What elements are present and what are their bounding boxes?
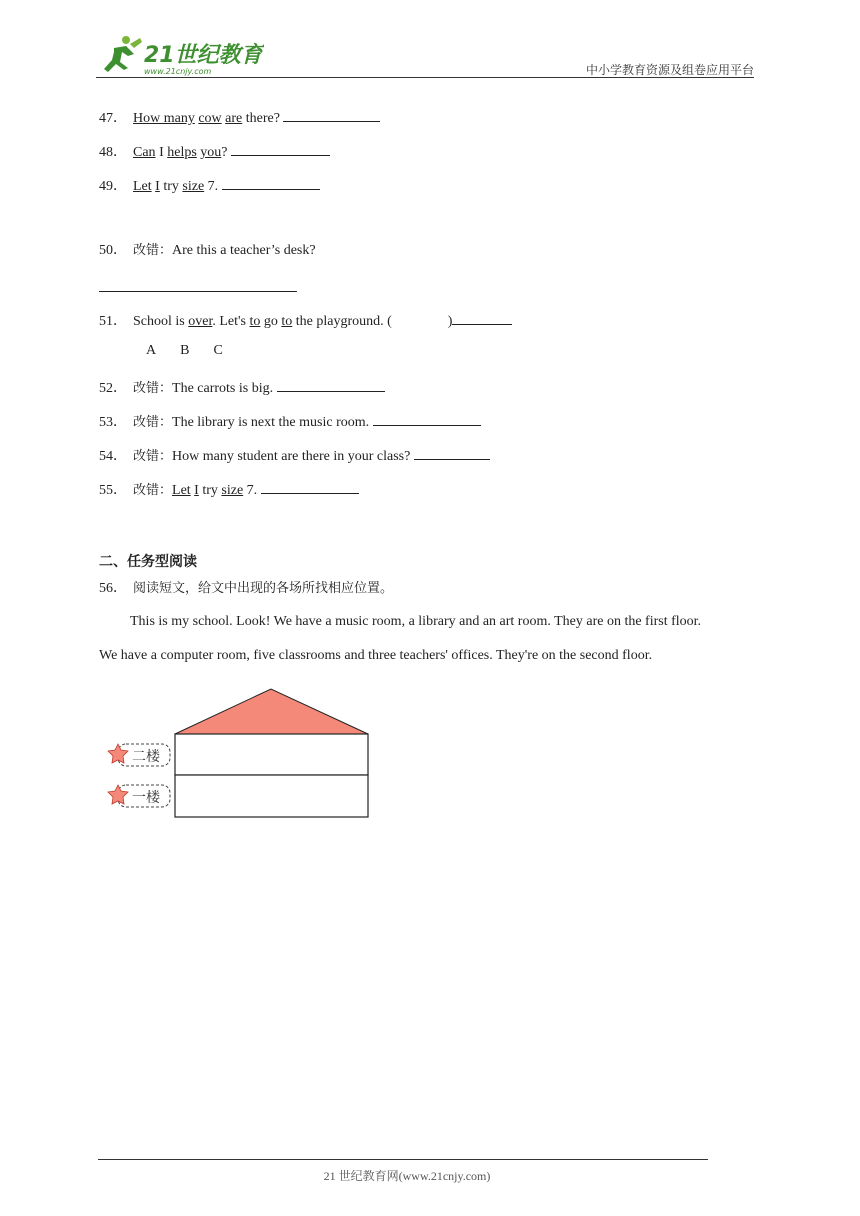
question-51: 51． School is over. Let's to go to the playground. ( ) <box>99 310 512 331</box>
question-52: 52． 改错：The carrots is big. <box>99 377 385 398</box>
answer-blank[interactable] <box>373 411 481 426</box>
answer-blank[interactable] <box>261 479 359 494</box>
section-title: 二、任务型阅读 <box>99 554 197 570</box>
footer-text[interactable]: 21 世纪教育网(www.21cnjy.com) <box>323 1169 491 1183</box>
school-floor-diagram <box>100 686 375 822</box>
header-divider <box>96 77 754 78</box>
question-50: 50． 改错：Are this a teacher’s desk? <box>99 243 316 258</box>
question-49: 49． Let I try size 7. <box>99 175 320 196</box>
logo-text: 21世纪教育 <box>144 43 263 68</box>
question-51-options <box>146 343 247 359</box>
floor1-tag <box>108 785 170 807</box>
question-53: 53． 改错：The library is next the music room. <box>99 411 481 432</box>
option-b[interactable]: B <box>180 343 190 358</box>
running-figure-icon <box>104 36 142 72</box>
option-c[interactable]: C <box>213 343 223 358</box>
question-56: 56． 阅读短文，给文中出现的各场所找相应位置。 <box>99 581 394 596</box>
question-47: 47． How many cow are there? <box>99 107 380 128</box>
site-logo <box>94 34 264 78</box>
answer-blank[interactable] <box>277 377 385 392</box>
answer-blank[interactable] <box>222 175 320 190</box>
floor2-tag <box>108 744 170 766</box>
floor1-label: 一楼 <box>132 790 160 806</box>
passage-line-1: This is my school. Look! We have a music room, a library and an art room. They are on the first floor. <box>130 614 702 629</box>
footer <box>0 1167 860 1184</box>
answer-line[interactable] <box>99 291 297 292</box>
question-54: 54． 改错：How many student are there in your class? <box>99 445 490 466</box>
option-a[interactable]: A <box>146 343 157 358</box>
answer-blank[interactable] <box>414 445 490 460</box>
passage-line-2: We have a computer room, five classrooms and three teachers' offices. They're on the second floor. <box>99 648 653 663</box>
logo-url: www.21cnjy.com <box>144 67 212 76</box>
header-platform-text: 中小学教育资源及组卷应用平台 <box>585 63 754 77</box>
floor2-label: 二楼 <box>132 749 160 765</box>
answer-blank[interactable] <box>231 141 330 156</box>
school-roof <box>175 689 368 734</box>
question-55: 55． 改错：Let I try size 7. <box>99 479 359 500</box>
question-48: 48． Can I helps you? <box>99 141 330 162</box>
second-floor-box <box>175 734 368 775</box>
footer-divider <box>98 1159 708 1160</box>
answer-blank[interactable] <box>283 107 380 122</box>
answer-blank[interactable] <box>452 310 512 325</box>
first-floor-box <box>175 775 368 817</box>
